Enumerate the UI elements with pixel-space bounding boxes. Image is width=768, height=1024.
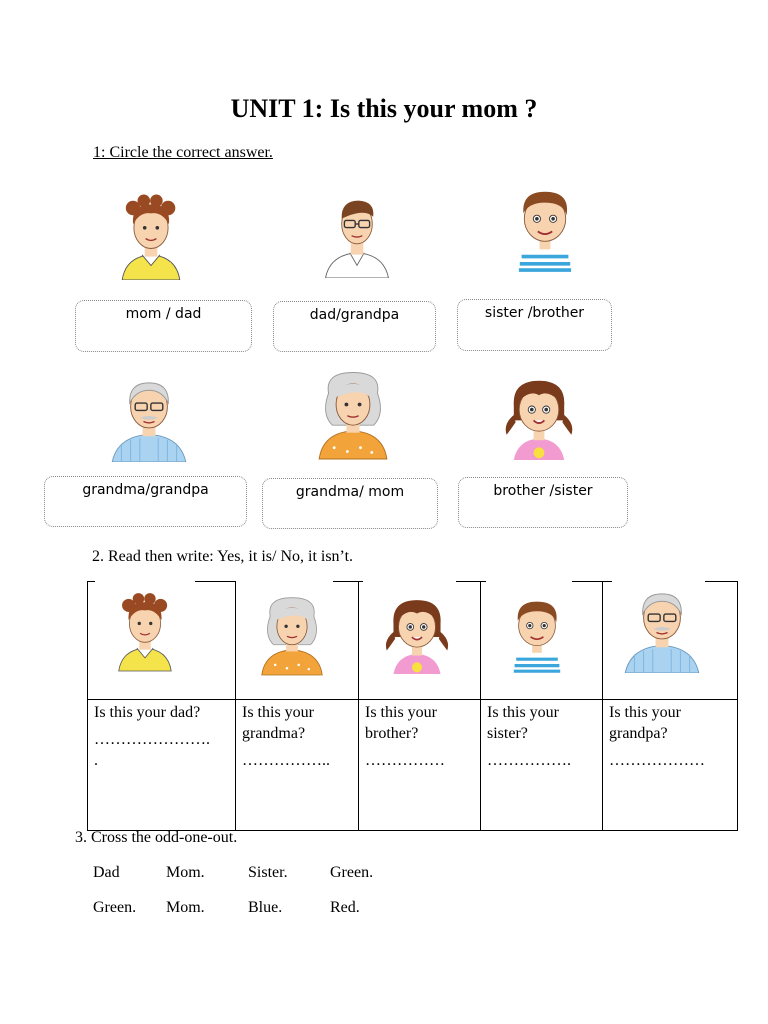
question-table xyxy=(87,581,738,831)
answer-blank[interactable]: …………… xyxy=(365,752,445,769)
answer-blank[interactable]: ……………. xyxy=(487,752,571,769)
option-box-5[interactable]: grandma/ mom xyxy=(262,478,438,529)
brother-illustration xyxy=(500,180,590,272)
answer-blank[interactable]: …………….. xyxy=(242,752,330,769)
question-text: Is this your brother? xyxy=(365,704,437,742)
dad-illustration xyxy=(312,188,402,278)
mom-illustration xyxy=(106,190,196,280)
question-cell xyxy=(88,700,236,831)
question-text: Is this your dad? xyxy=(94,704,201,721)
grandma-illustration xyxy=(250,585,334,681)
word-option[interactable]: Mom. xyxy=(166,864,205,881)
question-text: Is this your sister? xyxy=(487,704,559,742)
option-box-3[interactable]: sister /brother xyxy=(457,299,612,351)
word-option[interactable]: Dad xyxy=(93,864,120,881)
question-text: Is this your grandma? xyxy=(242,704,314,742)
word-option[interactable]: Green. xyxy=(330,864,374,881)
grandma-illustration xyxy=(306,364,400,460)
option-box-1[interactable]: mom / dad xyxy=(75,300,252,352)
question-text: Is this your grandpa? xyxy=(609,704,681,742)
word-option[interactable]: Sister. xyxy=(248,864,288,881)
answer-blank-continued: . xyxy=(94,752,98,769)
word-option[interactable]: Blue. xyxy=(248,899,283,916)
option-box-2[interactable]: dad/grandpa xyxy=(273,301,436,352)
brother-illustration xyxy=(497,585,577,679)
question-cell xyxy=(359,700,481,831)
mom-illustration xyxy=(104,584,186,676)
question-cell xyxy=(236,700,359,831)
question-cell xyxy=(603,700,738,831)
word-option[interactable]: Red. xyxy=(330,899,360,916)
table-image-cell xyxy=(236,581,359,700)
word-option[interactable]: Mom. xyxy=(166,899,205,916)
section-2-heading: 2. Read then write: Yes, it is/ No, it isn’t. xyxy=(92,548,354,565)
table-image-cell xyxy=(88,581,236,700)
table-image-cell xyxy=(359,581,481,700)
sister-illustration xyxy=(375,585,459,679)
grandpa-illustration xyxy=(102,370,196,462)
sister-illustration xyxy=(494,368,584,462)
page-title: UNIT 1: Is this your mom ? xyxy=(230,94,538,123)
question-cell xyxy=(481,700,603,831)
section-1-heading: 1: Circle the correct answer. xyxy=(93,144,273,161)
answer-blank[interactable]: ……………… xyxy=(609,752,705,769)
section-3-heading: 3. Cross the odd-one-out. xyxy=(75,829,238,846)
option-box-6[interactable]: brother /sister xyxy=(458,477,628,528)
table-image-cell xyxy=(481,581,603,700)
word-option[interactable]: Green. xyxy=(93,899,137,916)
grandpa-illustration xyxy=(615,581,709,673)
table-image-cell xyxy=(603,581,738,700)
option-box-4[interactable]: grandma/grandpa xyxy=(44,476,247,527)
answer-blank[interactable]: …………………. xyxy=(94,731,210,748)
